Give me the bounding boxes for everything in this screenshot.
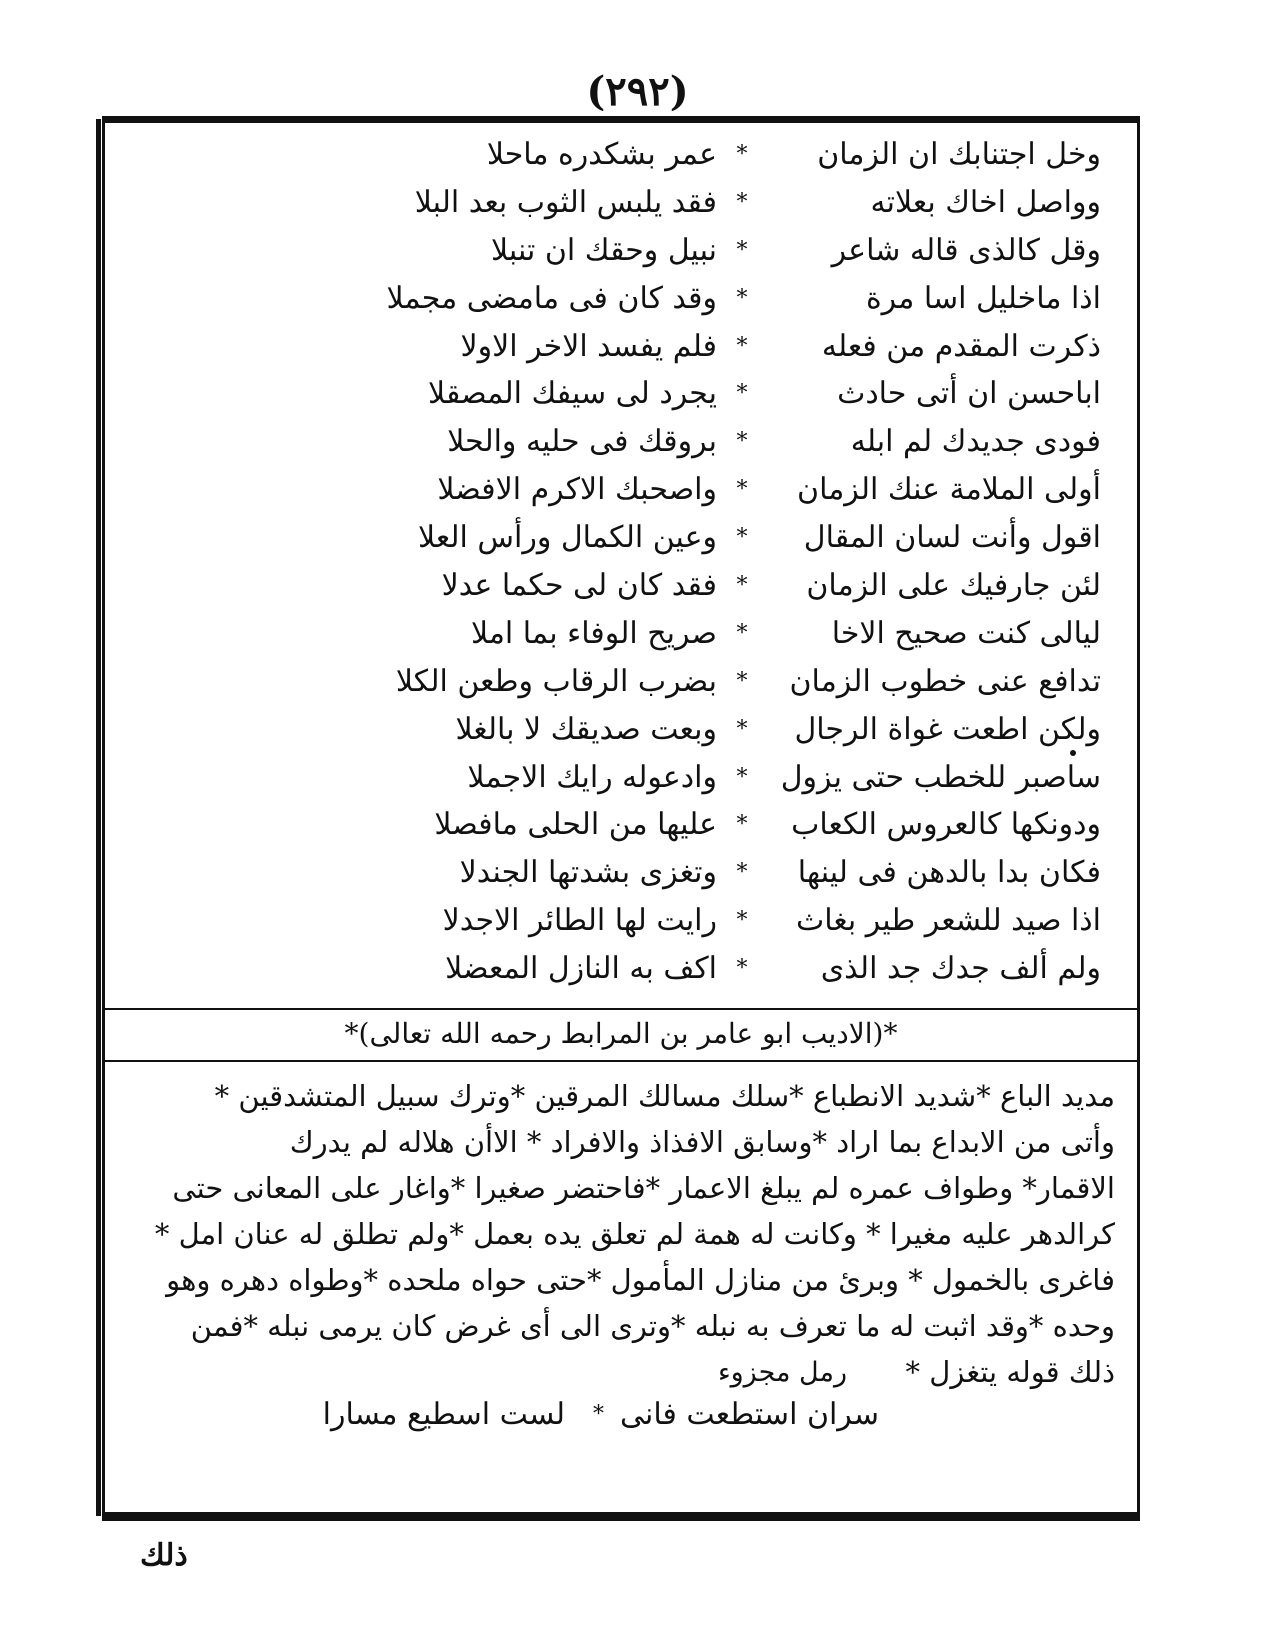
verse [105,418,1137,466]
verse [105,562,1137,610]
second-hemistich: وبعت صديقك لا بالغلا [455,711,717,747]
verse-separator: * [736,285,748,311]
first-hemistich: اذا صيد للشعر طير بغاث [796,903,1101,939]
prose-block [127,1073,1115,1395]
first-hemistich: ساصبر للخطب حتى يزول [780,759,1101,795]
second-hemistich: بروقك فى حليه والحلا [447,424,717,460]
second-hemistich: واصحبك الاكرم الافضلا [437,472,717,508]
second-hemistich: صريح الوفاء بما املا [470,615,717,651]
verse-separator: * [736,573,748,599]
verse-separator: * [736,477,748,503]
first-hemistich: وخل اجتنابك ان الزمان [817,137,1101,172]
verse [105,801,1137,849]
verse [105,610,1137,658]
first-hemistich: اقول وأنت لسان المقال [803,520,1101,556]
first-hemistich: سران استطعت فانى [619,1397,879,1432]
page-number: (٢٩٢) [586,68,689,115]
verse-separator: * [736,429,748,455]
verse [105,897,1137,945]
text-frame [102,120,1140,1515]
prose-line: مديد الباع *شديد الانطباع *سلك مسالك المرقين *وترك سبيل المتشدقين * [214,1079,1115,1113]
verse [105,849,1137,897]
second-hemistich: لست اسطيع مسارا [322,1397,565,1432]
section-rule-bottom [105,1060,1137,1062]
frame-top-rule [102,116,1140,121]
first-hemistich: وواصل اخاك بعلاته [870,184,1101,220]
verse [105,370,1137,418]
verse-separator: * [736,860,748,886]
verse [105,179,1137,227]
second-hemistich: فقد يلبس الثوب بعد البلا [414,184,717,220]
second-hemistich: وتغزى بشدتها الجندلا [459,855,717,891]
verse [105,323,1137,371]
verse [105,706,1137,754]
verse-separator: * [736,381,748,407]
first-hemistich: تدافع عنى خطوب الزمان [789,663,1101,699]
second-hemistich: بضرب الرقاب وطعن الكلا [395,663,717,699]
first-hemistich: أولى الملامة عنك الزمان [797,472,1101,508]
prose-line: ذلك قوله يتغزل * [905,1355,1115,1389]
verse-separator: * [736,189,748,215]
prose-line: كرالدهر عليه مغيرا * وكانت له همة لم تعلق يده بعمل *ولم تطلق له عنان امل * [154,1217,1115,1251]
first-hemistich: اباحسن ان أتى حادث [837,376,1101,412]
second-hemistich: فلم يفسد الاخر الاولا [460,328,717,364]
catchword: ذلك [140,1538,188,1573]
verse-separator: * [736,812,748,838]
first-hemistich: لئن جارفيك على الزمان [806,568,1101,604]
prose-line: وحده *وقد اثبت له ما تعرف به نبله *وترى الى أى غرض كان يرمى نبله *فمن [190,1309,1115,1343]
poem [105,131,1137,1041]
first-hemistich: فكان بدا بالدهن فى لينها [797,855,1101,891]
verse-separator: * [736,333,748,359]
verse [105,658,1137,706]
section-heading: *(الاديب ابو عامر بن المرابط رحمه الله تعالى)* [344,1017,898,1050]
first-hemistich: فودى جديدك لم ابله [850,424,1101,460]
verse-separator: * [736,716,748,742]
second-hemistich: وادعوله رايك الاجملا [467,759,717,795]
verse [105,275,1137,323]
prose-line: وأتى من الابداع بما اراد *وسابق الافذاذ والافراد * الاأن هلاله لم يدرك [289,1125,1115,1159]
second-hemistich: نبيل وحقك ان تنبلا [491,232,717,268]
verse-separator: * [736,764,748,790]
verse-separator: * [736,956,748,982]
verse-separator: * [736,525,748,551]
verse-separator: * [736,908,748,934]
verse-separator: * [736,142,748,167]
prose-line: الاقمار* وطواف عمره لم يبلغ الاعمار *فاحتضر صغيرا *واغار على المعانى حتى [172,1171,1115,1205]
second-hemistich: عمر بشكدره ماحلا [486,137,717,172]
verse [105,514,1137,562]
first-hemistich: وقل كالذى قاله شاعر [831,232,1101,268]
second-hemistich: رايت لها الطائر الاجدلا [442,903,717,939]
verse [105,227,1137,275]
second-hemistich: اكف به النازل المعضلا [445,951,717,987]
ink-speck [1070,750,1076,756]
first-hemistich: ولم ألف جدك جد الذى [820,951,1101,987]
first-hemistich: اذا ماخليل اسا مرة [865,280,1101,316]
second-hemistich: وعين الكمال ورأس العلا [418,520,717,556]
first-hemistich: ذكرت المقدم من فعله [821,328,1101,364]
second-hemistich: يجرد لى سيفك المصقلا [428,376,717,412]
verse [105,131,1137,179]
second-hemistich: وقد كان فى مامضى مجملا [386,280,717,316]
second-hemistich: عليها من الحلى مافصلا [434,807,717,843]
first-hemistich: ولكن اطعت غواة الرجال [794,711,1101,747]
verse [105,754,1137,802]
verse [105,945,1137,993]
first-hemistich: ودونكها كالعروس الكعاب [791,807,1101,843]
verse [105,466,1137,514]
verse-separator: * [736,237,748,263]
first-hemistich: ليالى كنت صحيح الاخا [831,615,1101,651]
verse-separator: * [593,1402,604,1427]
closing-verse [105,1391,1137,1439]
prose-line: فاغرى بالخمول * وبرئ من منازل المأمول *حتى حواه ملحده *وطواه دهره وهو [166,1263,1115,1297]
verse-separator: * [736,668,748,694]
verse-separator: * [736,620,748,646]
meter-label: رمل مجزوء [717,1357,847,1388]
second-hemistich: فقد كان لى حكما عدلا [441,568,717,604]
frame-bottom-rule [102,1515,1140,1521]
